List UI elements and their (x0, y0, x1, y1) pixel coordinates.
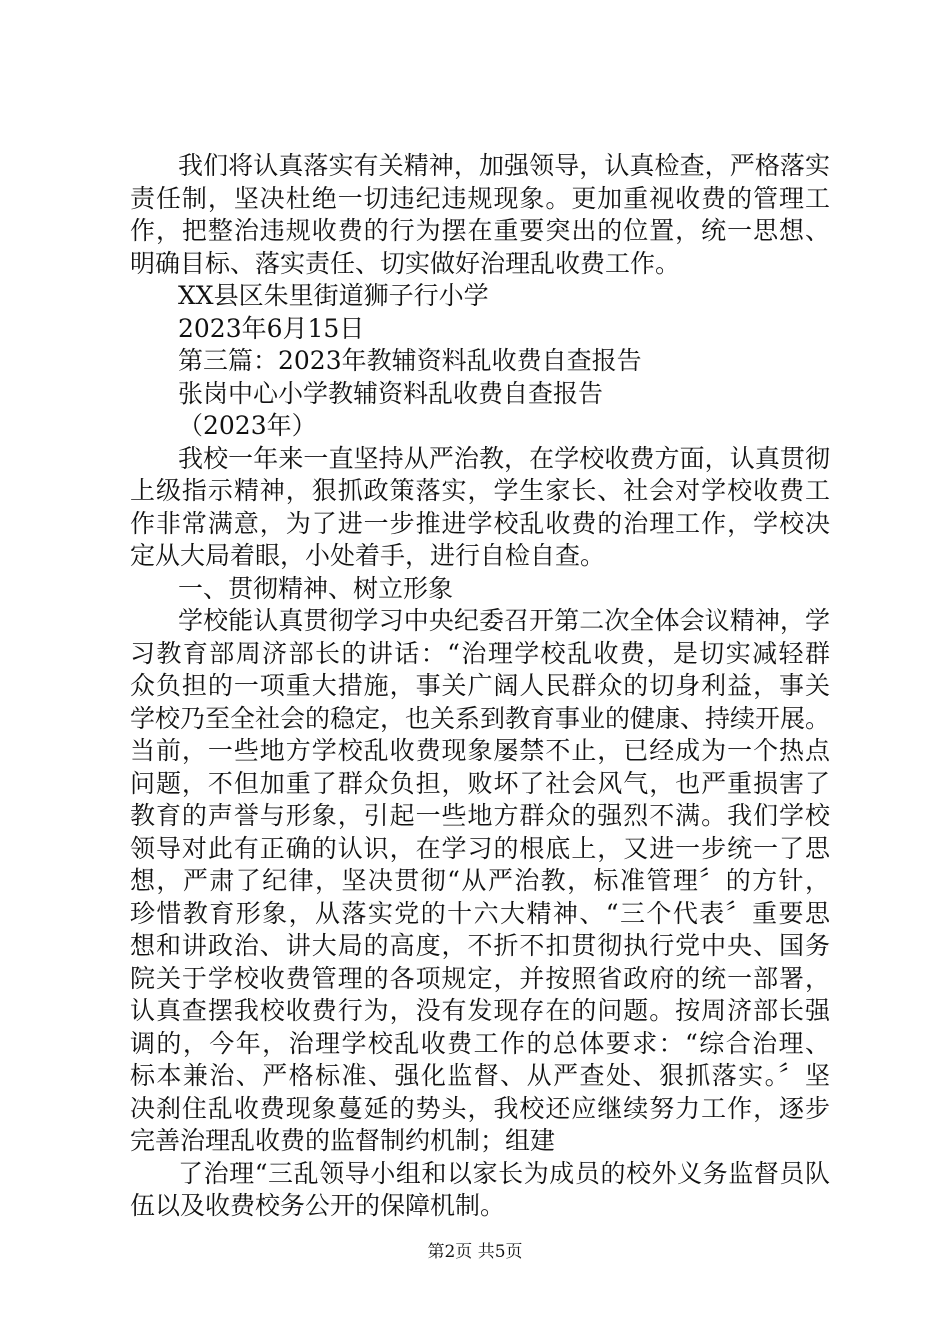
page-footer: 第2页 共5页 (427, 1242, 523, 1262)
text-line: 想，严肃了纪律，坚决贯彻“从严治教，标准管理〞的方针， (130, 866, 830, 895)
text-line: 学校能认真贯彻学习中央纪委召开第二次全体会议精神，学 (178, 606, 830, 635)
text-line: 2023年6月15日 (178, 313, 365, 343)
text-line: 第三篇：2023年教辅资料乱收费自查报告 (178, 346, 642, 375)
text-line: XX县区朱里街道狮子行小学 (178, 281, 489, 310)
text-line: 调的，今年，治理学校乱收费工作的总体要求：“综合治理、 (130, 1028, 830, 1058)
text-line: 学校乃至全社会的稳定，也关系到教育事业的健康、持续开展。 (130, 703, 831, 733)
text-line: 责任制，坚决杜绝一切违纪违规现象。更加重视收费的管理工 (130, 183, 830, 213)
text-line: 标本兼治、严格标准、强化监督、从严查处、狠抓落实。〞坚 (130, 1061, 830, 1090)
text-line: 伍以及收费校务公开的保障机制。 (130, 1191, 506, 1220)
text-line: 作，把整治违规收费的行为摆在重要突出的位置，统一思想、 (130, 216, 830, 245)
text-line: 问题，不但加重了群众负担，败坏了社会风气，也严重损害了 (130, 768, 830, 798)
text-line: 决刹住乱收费现象蔓延的势头，我校还应继续努力工作，逐步 (130, 1093, 830, 1123)
text-line: 作非常满意，为了进一步推进学校乱收费的治理工作，学校决 (130, 508, 830, 538)
text-line: 当前，一些地方学校乱收费现象屡禁不止，已经成为一个热点 (130, 736, 830, 765)
text-line: 明确目标、落实责任、切实做好治理乱收费工作。 (130, 248, 681, 278)
text-line: 想和讲政治、讲大局的高度，不折不扣贯彻执行党中央、国务 (130, 931, 830, 960)
text-line: 了治理“三乱领导小组和以家长为成员的校外义务监督员队 (178, 1158, 830, 1188)
text-line: 习教育部周济部长的讲话：“治理学校乱收费，是切实减轻群 (130, 638, 830, 668)
text-line: 张岗中心小学教辅资料乱收费自查报告 (178, 378, 604, 408)
text-line: 一、贯彻精神、树立形象 (178, 573, 454, 603)
text-line: 我校一年来一直坚持从严治教，在学校收费方面，认真贯彻 (178, 443, 830, 473)
text-line: （2023年） (178, 411, 317, 440)
text-line: 我们将认真落实有关精神，加强领导，认真检查，严格落实 (178, 151, 830, 180)
text-line: 领导对此有正确的认识，在学习的根底上，又进一步统一了思 (130, 833, 830, 863)
text-line: 定从大局着眼，小处着手，进行自检自查。 (130, 541, 606, 570)
text-line: 教育的声誉与形象，引起一些地方群众的强烈不满。我们学校 (130, 801, 830, 830)
text-line: 上级指示精神，狠抓政策落实，学生家长、社会对学校收费工 (130, 476, 830, 505)
text-line: 众负担的一项重大措施，事关广阔人民群众的切身利益，事关 (130, 671, 830, 700)
text-line: 完善治理乱收费的监督制约机制；组建 (130, 1126, 556, 1155)
text-line: 院关于学校收费管理的各项规定，并按照省政府的统一部署， (130, 963, 830, 993)
text-line: 珍惜教育形象，从落实党的十六大精神、“三个代表〞重要思 (130, 898, 830, 928)
text-line: 认真查摆我校收费行为，没有发现存在的问题。按周济部长强 (130, 996, 830, 1025)
document-body (130, 150, 830, 1223)
